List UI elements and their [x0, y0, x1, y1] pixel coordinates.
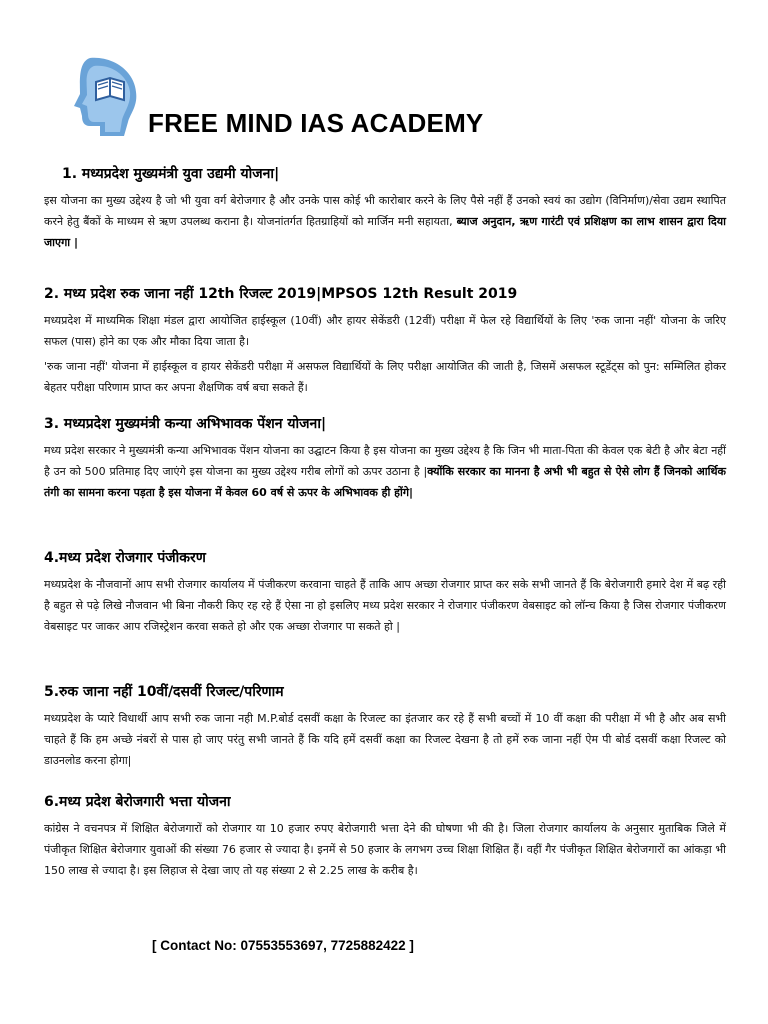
scheme-section-6: [44, 792, 726, 881]
logo-book-icon: [96, 78, 124, 100]
section-paragraph: मध्यप्रदेश के प्यारे विधार्थी आप सभी रुक जाना नही M.P.बोर्ड दसवीं कक्षा के रिजल्ट का इंतजार कर रहे हैं सभी बच्चों में 10 वीं कक्षा की परीक्षा में भी है और अब सभी चाहते हैं कि हम अच्छे नंबरों से पास हो जाए परंतु सभी जानते हैं कि यदि हमें दसवीं कक्षा का रिजल्ट देखना है तो हमें रुक जाना नहीं ऐम पी बोर्ड दसवीं कक्षा रिजल्ट को डाउनलोड करना होगा|: [44, 712, 726, 767]
section-heading: 6.मध्य प्रदेश बेरोजगारी भत्ता योजना: [44, 794, 231, 810]
section-heading: 5.रुक जाना नहीं 10वीं/दसवीं रिजल्ट/परिणाम: [44, 684, 284, 700]
academy-logo-icon: [50, 52, 146, 138]
section-paragraph: कांग्रेस ने वचनपत्र में शिक्षित बेरोजगारों को रोजगार या 10 हजार रुपए बेरोजगारी भत्ता देने की घोषणा भी की है। जिला रोजगार कार्यालय के अनुसार मुताबिक जिले में पंजीकृत शिक्षित बेरोजगार युवाओं की संख्या 76 हजार से ज्यादा है। इनमें से 50 हजार के लगभग उच्च शिक्षा शिक्षित हैं। वहीं गैर पंजीकृत शिक्षित बेरोजगारों का आंकड़ा भी 150 लाख से ज्यादा है। इस लिहाज से देखा जाए तो यह संख्या 2 से 2.25 लाख के करीब है।: [44, 822, 726, 877]
emphasis-text: ब्याज अनुदान, ऋण गारंटी एवं प्रशिक्षण का लाभ शासन द्वारा दिया जाएगा |: [44, 215, 726, 249]
academy-title: FREE MIND IAS ACADEMY: [148, 108, 484, 138]
emphasis-text: क्योंकि सरकार का मानना है अभी भी बहुत से ऐसे लोग हैं जिनको आर्थिक तंगी का सामना करना पड़ता है इस योजना में केवल 60 वर्ष से ऊपर के अभिभावक ही होंगे|: [44, 465, 726, 499]
scheme-section-3: [44, 414, 726, 503]
section-paragraph: मध्यप्रदेश के नौजवानों आप सभी रोजगार कार्यालय में पंजीकरण करवाना चाहते हैं ताकि आप अच्छा रोजगार प्राप्त कर सके सभी जानते हैं कि बेरोजगारी हमारे देश में बढ़ रही है बहुत से पढ़े लिखे नौजवान भी बिना नौकरी किए रह रहे हैं ऐसा ना हो इसलिए मध्य प्रदेश सरकार ने रोजगार पंजीकरण वेबसाइट को लॉन्च किया है जिस रोजगार पंजीकरण वेबसाइट पर जाकर आप रजिस्ट्रेशन करवा सकते हो और एक अच्छा रोजगार पा सकते हो |: [44, 578, 726, 633]
section-paragraph: मध्य प्रदेश सरकार ने मुख्यमंत्री कन्या अभिभावक पेंशन योजना का उद्घाटन किया है इस योजना का मुख्य उद्देश्य है कि जिन भी माता-पिता की केवल एक बेटी है और बेटा नहीं है उन को 500 प्रतिमाह दिए जाएंगे इस योजना का मुख्य उद्देश्य गरीब लोगों को ऊपर उठाना है |क्योंकि सरकार का मानना है अभी भी बहुत से ऐसे लोग हैं जिनको आर्थिक तंगी का सामना करना पड़ता है इस योजना में केवल 60 वर्ष से ऊपर के अभिभावक ही होंगे|: [44, 444, 726, 499]
section-heading: 1. मध्यप्रदेश मुख्यमंत्री युवा उद्यमी योजना|: [62, 166, 280, 182]
scheme-section-2: [44, 284, 726, 398]
section-paragraph: इस योजना का मुख्य उद्देश्य है जो भी युवा वर्ग बेरोजगार है और उनके पास कोई भी कारोबार करने के लिए पैसे नहीं हैं उनको स्वयं का उद्योग (विनिर्माण)/सेवा उद्यम स्थापित करने हेतु बैंकों के माध्यम से ऋण उपलब्ध कराना है। योजनांतर्गत हितग्राहियों को मार्जिन मनी सहायता, ब्याज अनुदान, ऋण गारंटी एवं प्रशिक्षण का लाभ शासन द्वारा दिया जाएगा |: [44, 194, 726, 249]
contact-info: [ Contact No: 07553553697, 7725882422 ]: [152, 938, 414, 953]
section-heading: 4.मध्य प्रदेश रोजगार पंजीकरण: [44, 550, 206, 566]
scheme-section-5: [44, 682, 726, 771]
scheme-section-1: [44, 164, 726, 253]
section-paragraph: मध्यप्रदेश में माध्यमिक शिक्षा मंडल द्वारा आयोजित हाईस्कूल (10वीं) और हायर सेकेंडरी (12वीं) परीक्षा में फेल रहे विद्यार्थियों के लिए 'रुक जाना नहीं' योजना के जरिए सफल (पास) होने का एक और मौका दिया जाता है।: [44, 314, 726, 348]
section-heading: 3. मध्यप्रदेश मुख्यमंत्री कन्या अभिभावक पेंशन योजना|: [44, 416, 327, 432]
section-heading: 2. मध्य प्रदेश रुक जाना नहीं 12th रिजल्ट 2019|MPSOS 12th Result 2019: [44, 286, 518, 302]
scheme-section-4: [44, 548, 726, 637]
section-paragraph: 'रुक जाना नहीं' योजना में हाईस्कूल व हायर सेकेंडरी परीक्षा में असफल विद्यार्थियों के लिए परीक्षा आयोजित की जाती है, जिसमें असफल स्टूडेंट्स को पुन: सम्मिलित होकर बेहतर परीक्षा परिणाम प्राप्त कर अपना शैक्षणिक वर्ष बचा सकते हैं।: [44, 360, 726, 394]
